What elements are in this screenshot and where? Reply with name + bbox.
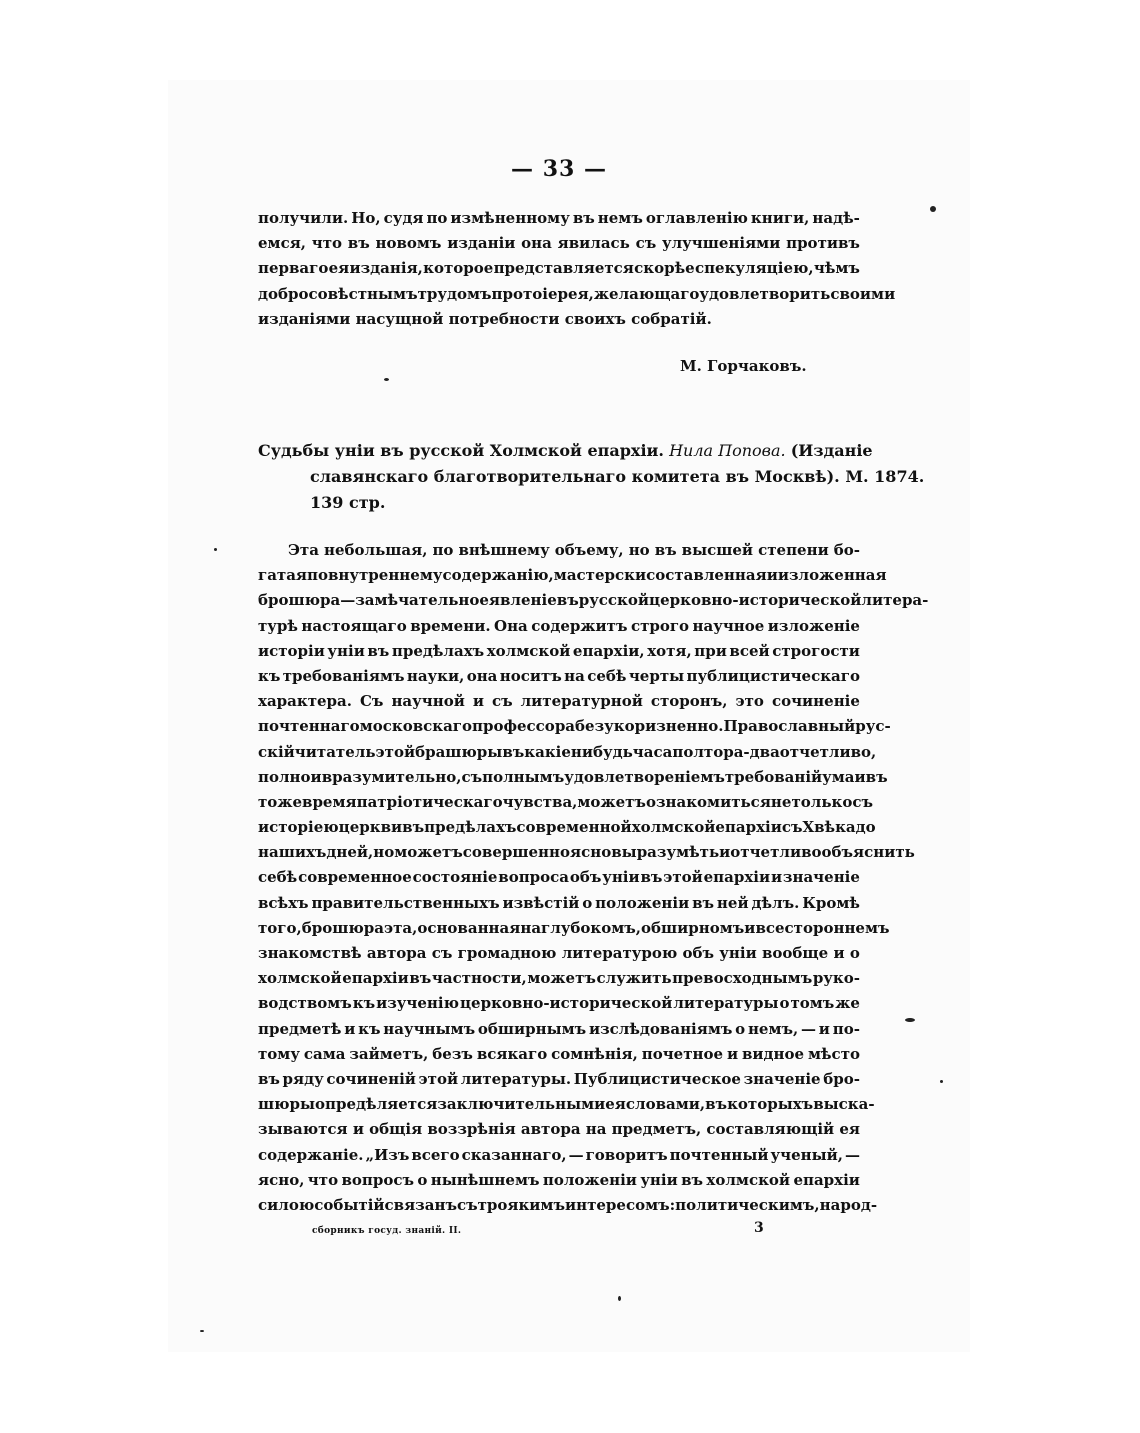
author-signature: М. Горчаковъ.	[680, 357, 807, 375]
review-title-rest: (Изданіе	[790, 441, 873, 460]
body-paragraph-line: всѣхъ правительственныхъ извѣстій о положеніи въ ней дѣлъ. Кромѣ	[258, 893, 860, 912]
body-paragraph-line: турѣ настоящаго времени. Она содержитъ строго научное изложеніе	[258, 616, 860, 635]
review-title-main: Судьбы уніи въ русской Холмской епархіи.	[258, 441, 664, 460]
body-paragraph	[258, 538, 929, 1218]
body-paragraph-line: то же время патріотическаго чувства, можетъ ознакомиться не только съ	[258, 792, 873, 811]
body-paragraph-line: водствомъ къ изученію церковно-исторической литературы о томъ же	[258, 994, 860, 1013]
top-paragraph-line: получили. Но, судя по измѣненному въ немъ оглавленію книги, надѣ-	[258, 209, 860, 227]
ink-speck	[930, 206, 936, 212]
body-paragraph-line: зываются и общія воззрѣнія автора на предметъ, составляющій ея	[258, 1120, 860, 1139]
body-paragraph-line: исторіею церкви въ предѣлахъ современной холмской епархіи съ X вѣка до	[258, 818, 876, 837]
top-paragraph-line: добросовѣстнымъ трудомъ протоіерея, желающаго удовлетворить своими	[258, 284, 896, 303]
review-title-line-3: 139 стр.	[310, 493, 386, 512]
ink-speck	[200, 1330, 204, 1332]
body-paragraph-line: предметѣ и къ научнымъ обширнымъ изслѣдованіямъ о немъ, — и по-	[258, 1019, 860, 1038]
body-paragraph-line: почтеннаго московскаго профессора безукоризненно. Православный рус-	[258, 717, 891, 736]
top-paragraph-line: изданіями насущной потребности своихъ собратій.	[258, 309, 712, 328]
page-number-header: — 33 —	[511, 156, 607, 182]
body-paragraph-line: ясно, что вопросъ о нынѣшнемъ положеніи уніи въ холмской епархіи	[258, 1170, 860, 1189]
body-paragraph-line: исторіи уніи въ предѣлахъ холмской епархіи, хотя, при всей строгости	[258, 641, 860, 660]
body-paragraph-line: шюры опредѣляется заключительными ея словами, въ которыхъ выска-	[258, 1095, 875, 1114]
review-title-line-1	[258, 438, 873, 464]
body-paragraph-line: себѣ современное состояніе вопроса объ уніи въ этой епархіи и значеніе	[258, 868, 860, 887]
ink-speck	[618, 1296, 621, 1301]
body-paragraph-line: скій читатель этой брашюры въ какіе нибудь часа полтора-два отчетливо,	[258, 742, 877, 761]
body-paragraph-line: брошюра—замѣчательное явленіе въ русской церковно-исторической литера-	[258, 591, 929, 610]
footer-sheet-number: 3	[754, 1220, 764, 1236]
body-paragraph-line: содержаніе. „Изъ всего сказаннаго, — говоритъ почтенный ученый, —	[258, 1145, 860, 1164]
ink-speck	[214, 548, 217, 551]
body-paragraph-line: полно и вразумительно, съ полнымъ удовлетвореніемъ требованій ума и въ	[258, 767, 888, 786]
body-paragraph-line: силою событій связанъ съ троякимъ интересомъ: политическимъ, народ-	[258, 1195, 878, 1214]
ink-speck	[384, 378, 389, 381]
body-paragraph-line: тому сама займетъ, безъ всякаго сомнѣнія, почетное и видное мѣсто	[258, 1044, 860, 1063]
body-paragraph-line: того, брошюра эта, основанная на глубокомъ, обширномъ и всестороннемъ	[258, 918, 890, 937]
review-title-author: Нила Попова.	[669, 441, 786, 460]
top-paragraph	[258, 206, 896, 332]
body-paragraph-line: въ ряду сочиненій этой литературы. Публицистическое значеніе бро-	[258, 1069, 860, 1088]
review-title-line-2: славянскаго благотворительнаго комитета въ Москвѣ). М. 1874.	[310, 467, 925, 486]
body-paragraph-line: знакомствѣ автора съ громадною литературою объ уніи вообще и о	[258, 944, 860, 962]
body-paragraph-line: къ требованіямъ науки, она носитъ на себѣ черты публицистическаго	[258, 666, 860, 685]
footer-signature: сборникъ госуд. знаній. II.	[312, 1226, 462, 1236]
body-paragraph-line: гатая по внутреннему содержанію, мастерски составленная и изложенная	[258, 566, 887, 585]
top-paragraph-line: емся, что въ новомъ изданіи она явилась съ улучшеніями противъ	[258, 234, 860, 253]
top-paragraph-line: перваго ея изданія, которое представляется скорѣе спекуляціею, чѣмъ	[258, 259, 860, 278]
body-paragraph-line: холмской епархіи въ частности, можетъ служить превосходнымъ руко-	[258, 969, 860, 988]
body-paragraph-line: нашихъ дней, но можетъ совершенно ясно выразумѣть и отчетливо объяснить	[258, 843, 915, 862]
ink-speck	[905, 1018, 915, 1022]
body-paragraph-line: Эта небольшая, по внѣшнему объему, но въ высшей степени бо-	[288, 541, 860, 559]
ink-speck	[940, 1080, 943, 1083]
body-paragraph-line: характера. Съ научной и съ литературной сторонъ, это сочиненіе	[258, 692, 860, 711]
